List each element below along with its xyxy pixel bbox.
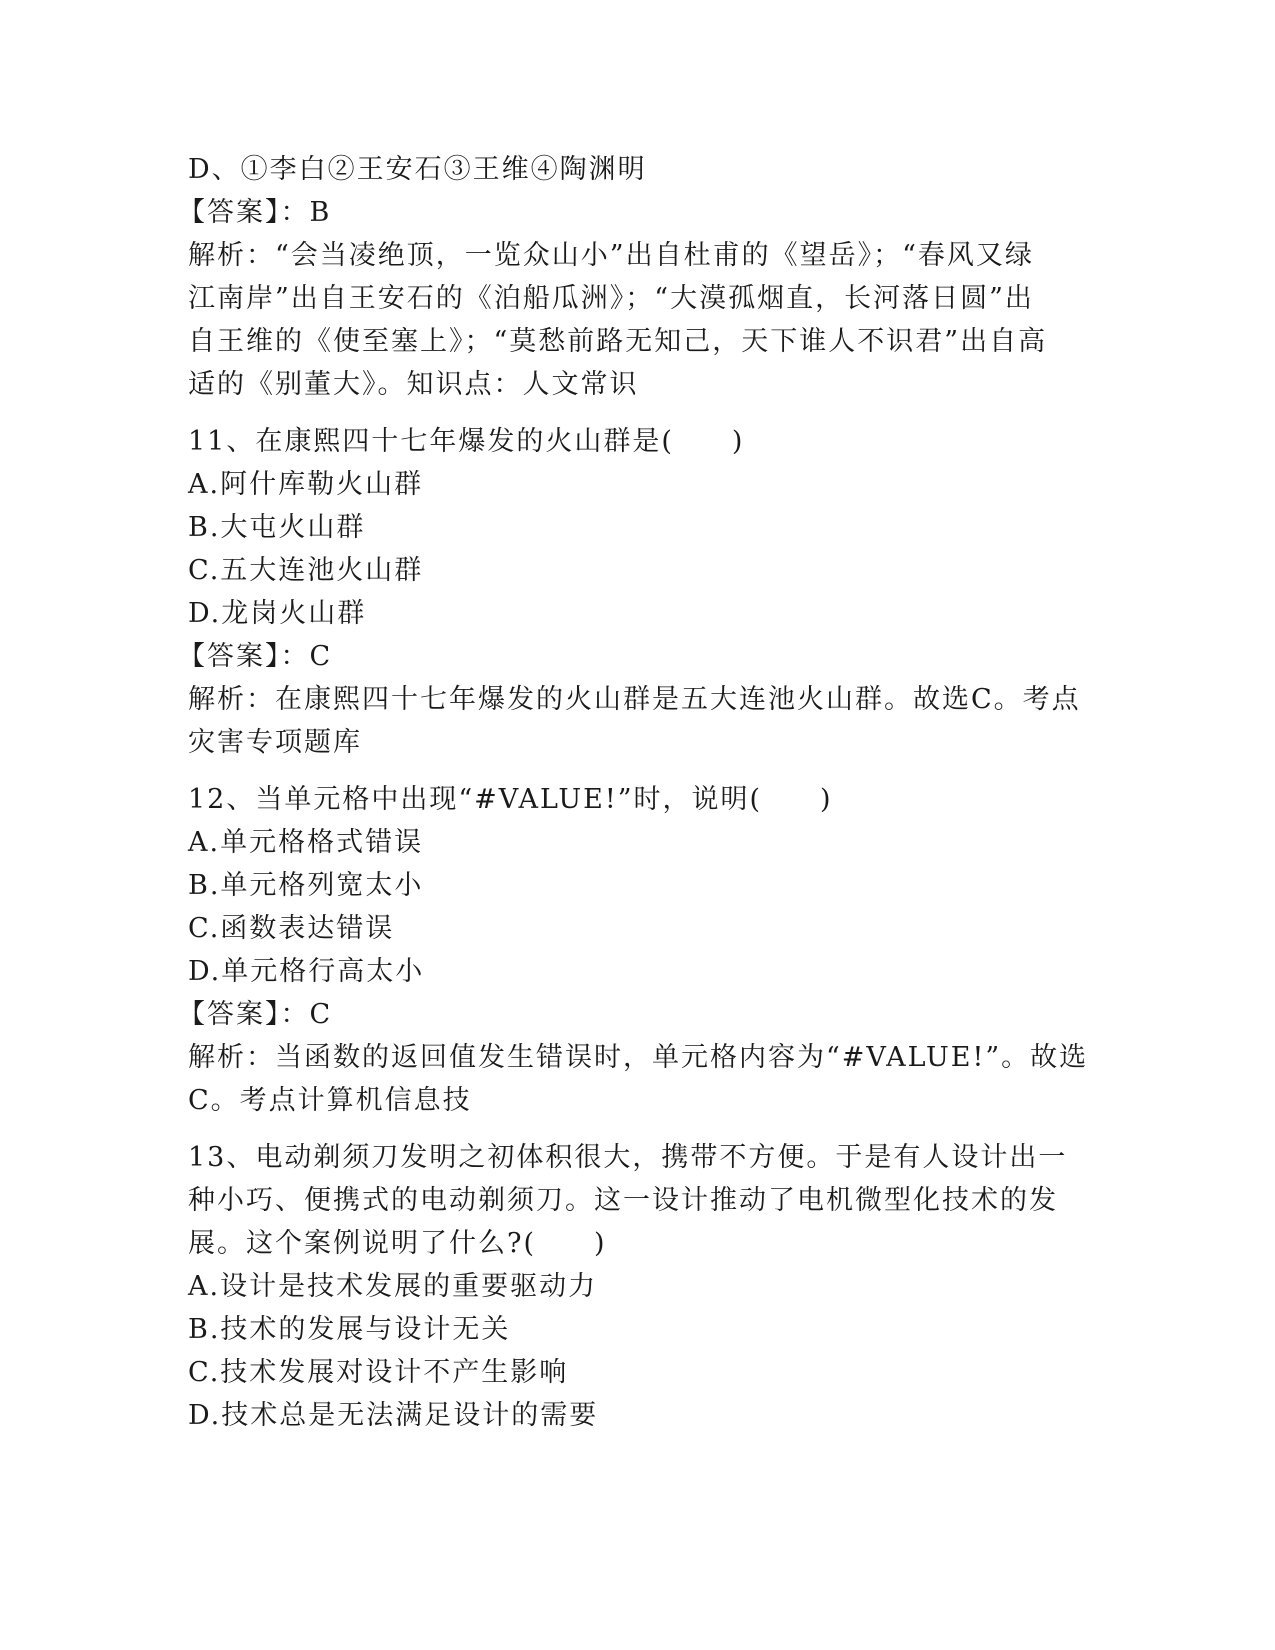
q13-stem-line: 13、电动剃须刀发明之初体积很大，携带不方便。于是有人设计出一 xyxy=(188,1142,1068,1173)
q11-option-b: B.大屯火山群 xyxy=(188,512,366,543)
q10-analysis-line: 解析：“会当凌绝顶，一览众山小”出自杜甫的《望岳》；“春风又绿 xyxy=(188,240,1034,271)
q11-analysis-line: 解析：在康熙四十七年爆发的火山群是五大连池火山群。故选C。考点 xyxy=(188,684,1081,715)
document-page xyxy=(178,148,1089,1437)
q11-stem: 11、在康熙四十七年爆发的火山群是( ) xyxy=(188,426,745,457)
q10-analysis-line: 适的《别董大》。知识点：人文常识 xyxy=(188,369,639,400)
q13-stem-line: 展。这个案例说明了什么?( ) xyxy=(188,1228,607,1259)
q13-option-a: A.设计是技术发展的重要驱动力 xyxy=(188,1271,598,1302)
q12-option-c: C.函数表达错误 xyxy=(188,913,395,944)
q10-analysis-line: 自王维的《使至塞上》；“莫愁前路无知己，天下谁人不识君”出自高 xyxy=(188,326,1048,357)
q13-option-b: B.技术的发展与设计无关 xyxy=(188,1314,511,1345)
q10-option-d: D、①李白②王安石③王维④陶渊明 xyxy=(188,154,647,185)
q13-option-c: C.技术发展对设计不产生影响 xyxy=(188,1357,569,1388)
q10-analysis-line: 江南岸”出自王安石的《泊船瓜洲》；“大漠孤烟直，长河落日圆”出 xyxy=(188,283,1034,314)
q12-option-a: A.单元格格式错误 xyxy=(188,827,424,858)
q11-answer: 【答案】：C xyxy=(178,641,333,672)
q12-analysis-line: 解析：当函数的返回值发生错误时，单元格内容为“#VALUE!”。故选 xyxy=(188,1042,1089,1073)
q13-option-d: D.技术总是无法满足设计的需要 xyxy=(188,1400,599,1431)
q12-option-d: D.单元格行高太小 xyxy=(188,956,425,987)
q11-option-a: A.阿什库勒火山群 xyxy=(188,469,424,500)
q11-option-c: C.五大连池火山群 xyxy=(188,555,424,586)
q11-analysis-line: 灾害专项题库 xyxy=(188,727,362,758)
q12-option-b: B.单元格列宽太小 xyxy=(188,870,424,901)
q11-option-d: D.龙岗火山群 xyxy=(188,598,367,629)
q12-stem: 12、当单元格中出现“#VALUE!”时，说明( ) xyxy=(188,784,833,815)
q10-answer: 【答案】：B xyxy=(178,197,332,228)
q12-answer: 【答案】：C xyxy=(178,999,333,1030)
q13-stem-line: 种小巧、便携式的电动剃须刀。这一设计推动了电机微型化技术的发 xyxy=(188,1185,1058,1216)
q12-analysis-line: C。考点计算机信息技 xyxy=(188,1085,472,1116)
